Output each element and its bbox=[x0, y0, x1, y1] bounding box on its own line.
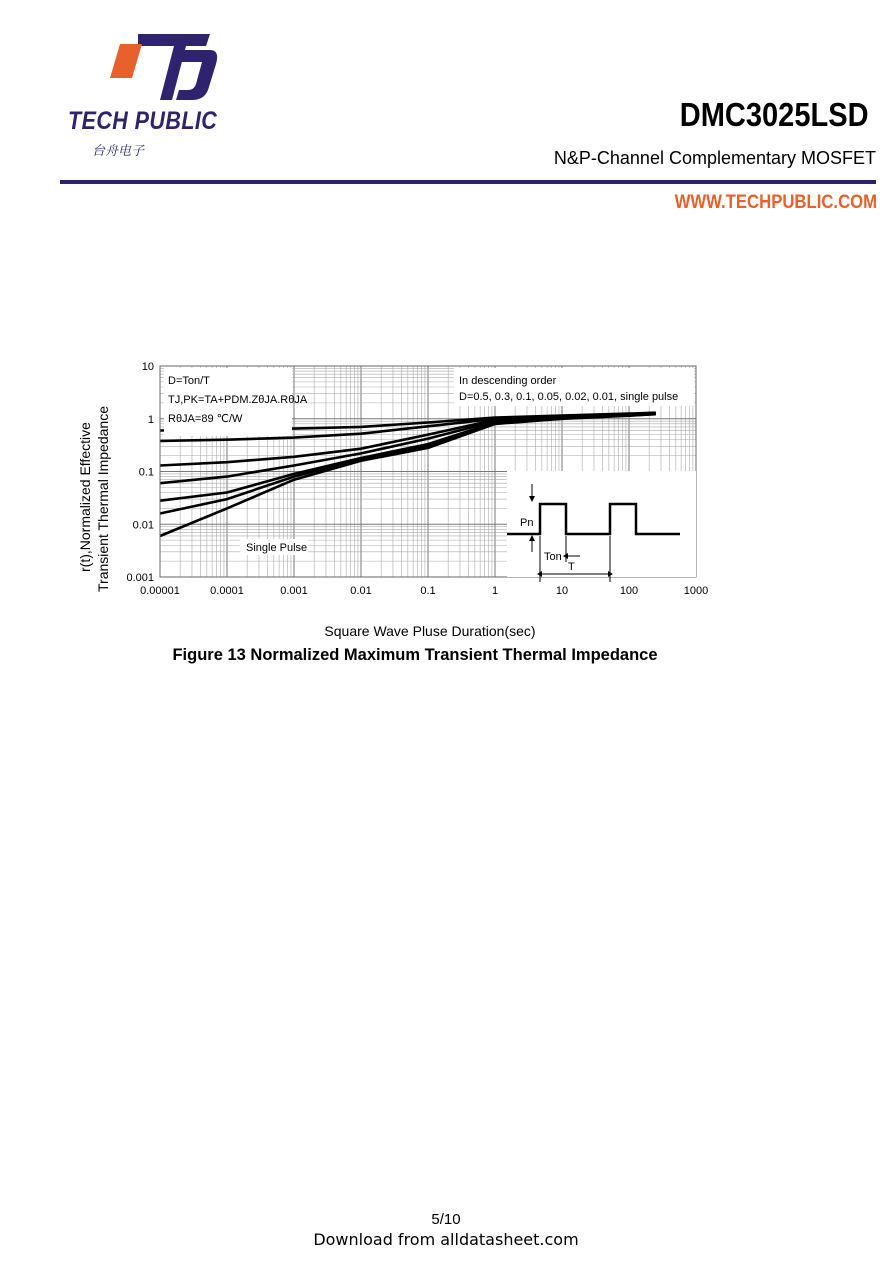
page-number: 5/10 bbox=[431, 1211, 461, 1228]
pulse-waveform-inset bbox=[507, 471, 696, 582]
duty-cycle-list: D=0.5, 0.3, 0.1, 0.05, 0.02, 0.01, single pulse bbox=[459, 391, 679, 403]
y-tick-label: 0.001 bbox=[126, 572, 154, 584]
figure-caption: Figure 13 Normalized Maximum Transient Thermal Impedance bbox=[172, 646, 658, 664]
duty-cycle-formula: D=Ton/T bbox=[168, 375, 210, 387]
order-title: In descending order bbox=[459, 375, 557, 387]
x-tick-label: 10 bbox=[555, 585, 569, 597]
y-axis-label-line1: r(t),Normalized Effective bbox=[77, 422, 93, 572]
single-pulse-label: Single Pulse bbox=[246, 542, 308, 554]
x-tick-label: 1 bbox=[491, 585, 499, 597]
x-tick-label: 0.01 bbox=[350, 585, 372, 597]
download-source[interactable]: Download from alldatasheet.com bbox=[313, 1230, 579, 1249]
y-tick-labels bbox=[126, 361, 154, 584]
thermal-impedance-chart bbox=[70, 350, 730, 645]
website-link[interactable]: WWW.TECHPUBLIC.COM bbox=[674, 192, 877, 213]
logo-subtext: 台舟电子 bbox=[92, 143, 145, 158]
pulse-power-label: Pn bbox=[520, 517, 534, 529]
y-axis-label-line2: Transient Thermal Impedance bbox=[95, 406, 111, 592]
y-tick-label: 0.01 bbox=[132, 519, 154, 532]
junction-temp-formula: TJ,PK=TA+PDM.ZθJA.RθJA bbox=[168, 394, 308, 406]
y-tick-label: 1 bbox=[147, 413, 154, 426]
y-tick-label: 0.1 bbox=[138, 466, 154, 479]
logo-text: TECH PUBLIC bbox=[68, 107, 218, 135]
thermal-resistance-value: RθJA=89 ℃/W bbox=[168, 413, 243, 425]
x-tick-label: 0.00001 bbox=[140, 585, 180, 597]
tech-public-logo bbox=[60, 30, 230, 165]
x-tick-label: 0.1 bbox=[420, 585, 436, 597]
header-divider bbox=[60, 180, 876, 184]
pulse-on-time-label: Ton bbox=[544, 551, 562, 563]
device-subtitle: N&P-Channel Complementary MOSFET bbox=[553, 148, 876, 168]
x-axis-label: Square Wave Pluse Duration(sec) bbox=[324, 623, 536, 639]
x-tick-label: 0.0001 bbox=[210, 585, 244, 597]
x-tick-labels bbox=[140, 585, 708, 597]
pulse-period-label: T bbox=[568, 561, 575, 573]
part-number: DMC3025LSD bbox=[680, 96, 869, 133]
y-tick-label: 10 bbox=[141, 361, 154, 373]
x-tick-label: 0.001 bbox=[280, 585, 308, 597]
x-tick-label: 1000 bbox=[683, 585, 709, 597]
x-tick-label: 100 bbox=[619, 585, 639, 597]
